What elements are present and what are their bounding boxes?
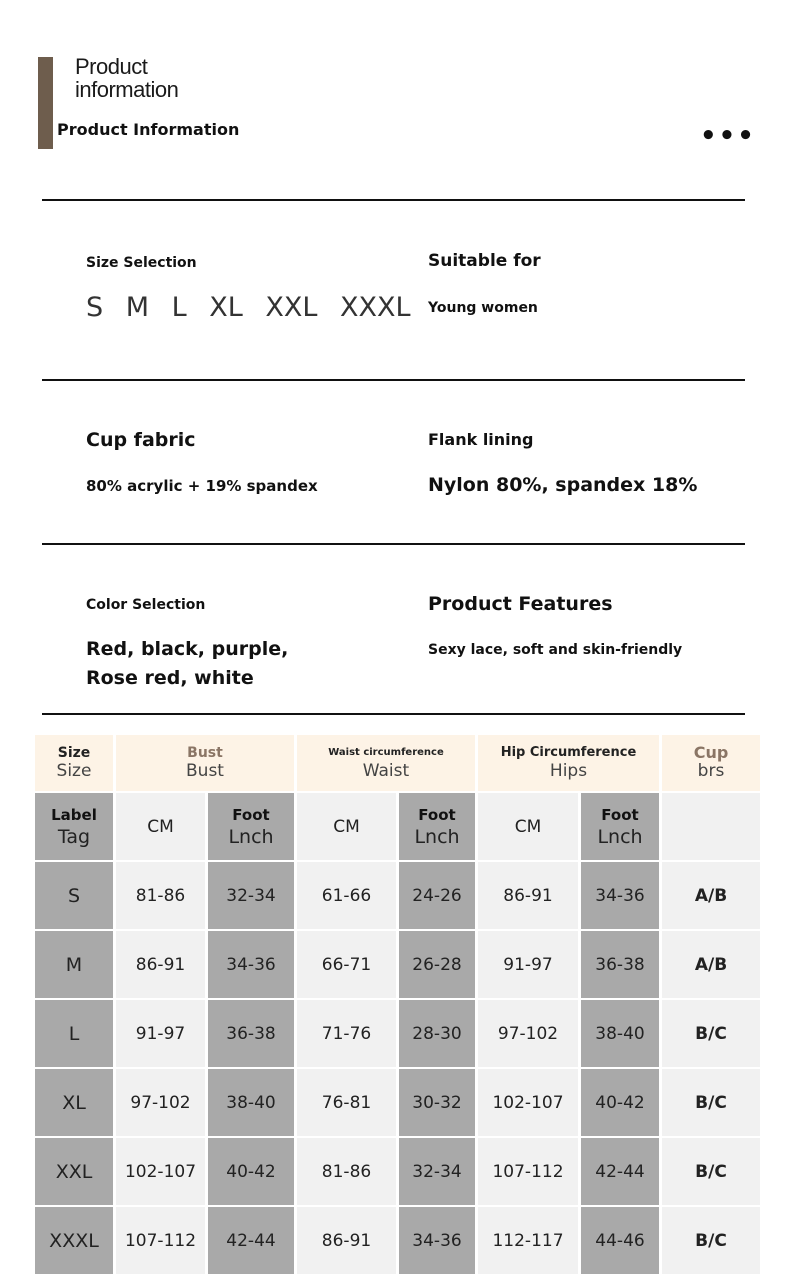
waist-inch-cell: 34-36 (399, 1207, 475, 1274)
size-option: L (171, 292, 187, 323)
bust-inch-cell: 38-40 (208, 1069, 294, 1136)
bust-inch-cell: 34-36 (208, 931, 294, 998)
suitable-for-label: Suitable for (428, 251, 541, 271)
header-bust: Bust Bust (116, 735, 294, 791)
waist-inch-cell: 32-34 (399, 1138, 475, 1205)
cup-cell: B/C (662, 1069, 760, 1136)
bust-cm-cell: 97-102 (116, 1069, 205, 1136)
waist-cm-cell: 66-71 (297, 931, 396, 998)
flank-lining-label: Flank lining (428, 430, 534, 449)
cup-cell: A/B (662, 862, 760, 929)
row-size: XXL (35, 1138, 113, 1205)
unit-cm: CM (478, 793, 578, 860)
hip-inch-cell: 42-44 (581, 1138, 659, 1205)
label-tag-cell: Label Tag (35, 793, 113, 860)
waist-cm-cell: 76-81 (297, 1069, 396, 1136)
bust-inch-cell: 36-38 (208, 1000, 294, 1067)
bust-inch-cell: 32-34 (208, 862, 294, 929)
waist-inch-cell: 24-26 (399, 862, 475, 929)
suitable-for-value: Young women (428, 300, 538, 316)
size-selection-label: Size Selection (86, 255, 197, 271)
bust-cm-cell: 86-91 (116, 931, 205, 998)
color-selection-label: Color Selection (86, 597, 206, 613)
more-dots-icon[interactable]: ••• (700, 121, 756, 151)
waist-inch-cell: 30-32 (399, 1069, 475, 1136)
product-features-value: Sexy lace, soft and skin-friendly (428, 642, 683, 658)
page-subtitle: Product Information (57, 120, 240, 139)
size-option: XL (209, 292, 243, 323)
header-hips: Hip Circumference Hips (478, 735, 659, 791)
hip-cm-cell: 102-107 (478, 1069, 578, 1136)
size-chart-table (32, 733, 763, 1276)
flank-lining-value: Nylon 80%, spandex 18% (428, 474, 698, 496)
cup-cell: B/C (662, 1138, 760, 1205)
size-option: M (125, 292, 150, 323)
unit-inch: Foot Lnch (399, 793, 475, 860)
row-size: L (35, 1000, 113, 1067)
divider (42, 379, 745, 381)
bust-inch-cell: 42-44 (208, 1207, 294, 1274)
table-row (35, 1207, 760, 1274)
cup-cell: A/B (662, 931, 760, 998)
page-title (75, 55, 178, 101)
row-size: S (35, 862, 113, 929)
hip-inch-cell: 38-40 (581, 1000, 659, 1067)
hip-inch-cell: 44-46 (581, 1207, 659, 1274)
size-option: XXXL (340, 292, 411, 323)
divider (42, 543, 745, 545)
hip-cm-cell: 112-117 (478, 1207, 578, 1274)
table-row (35, 1138, 760, 1205)
row-size: XL (35, 1069, 113, 1136)
hip-inch-cell: 40-42 (581, 1069, 659, 1136)
size-option: XXL (265, 292, 318, 323)
table-row (35, 1000, 760, 1067)
hip-cm-cell: 91-97 (478, 931, 578, 998)
unit-cup-empty (662, 793, 760, 860)
table-row (35, 862, 760, 929)
row-size: XXXL (35, 1207, 113, 1274)
hip-inch-cell: 34-36 (581, 862, 659, 929)
hip-cm-cell: 86-91 (478, 862, 578, 929)
color-selection-value-2: Rose red, white (86, 667, 254, 689)
size-chart-unit-row (35, 793, 760, 860)
hip-inch-cell: 36-38 (581, 931, 659, 998)
header-cup: Cup brs (662, 735, 760, 791)
header-size: Size Size (35, 735, 113, 791)
product-features-label: Product Features (428, 593, 613, 615)
cup-fabric-value: 80% acrylic + 19% spandex (86, 477, 318, 495)
size-options (86, 292, 425, 323)
table-row (35, 931, 760, 998)
bust-cm-cell: 81-86 (116, 862, 205, 929)
divider (42, 199, 745, 201)
unit-cm: CM (116, 793, 205, 860)
size-option: S (86, 292, 104, 323)
hip-cm-cell: 107-112 (478, 1138, 578, 1205)
row-size: M (35, 931, 113, 998)
color-selection-value-1: Red, black, purple, (86, 638, 289, 660)
waist-cm-cell: 61-66 (297, 862, 396, 929)
waist-cm-cell: 86-91 (297, 1207, 396, 1274)
bust-cm-cell: 102-107 (116, 1138, 205, 1205)
waist-cm-cell: 81-86 (297, 1138, 396, 1205)
unit-inch: Foot Lnch (208, 793, 294, 860)
title-line-2: information (75, 77, 179, 102)
divider (42, 713, 745, 715)
bust-inch-cell: 40-42 (208, 1138, 294, 1205)
cup-cell: B/C (662, 1207, 760, 1274)
table-row (35, 1069, 760, 1136)
bust-cm-cell: 91-97 (116, 1000, 205, 1067)
waist-cm-cell: 71-76 (297, 1000, 396, 1067)
size-chart-header-row (35, 735, 760, 791)
unit-cm: CM (297, 793, 396, 860)
waist-inch-cell: 28-30 (399, 1000, 475, 1067)
title-line-1: Product (75, 54, 148, 79)
hip-cm-cell: 97-102 (478, 1000, 578, 1067)
unit-inch: Foot Lnch (581, 793, 659, 860)
bust-cm-cell: 107-112 (116, 1207, 205, 1274)
waist-inch-cell: 26-28 (399, 931, 475, 998)
header-waist: Waist circumference Waist (297, 735, 475, 791)
accent-bar (38, 57, 53, 149)
cup-cell: B/C (662, 1000, 760, 1067)
cup-fabric-label: Cup fabric (86, 429, 196, 451)
